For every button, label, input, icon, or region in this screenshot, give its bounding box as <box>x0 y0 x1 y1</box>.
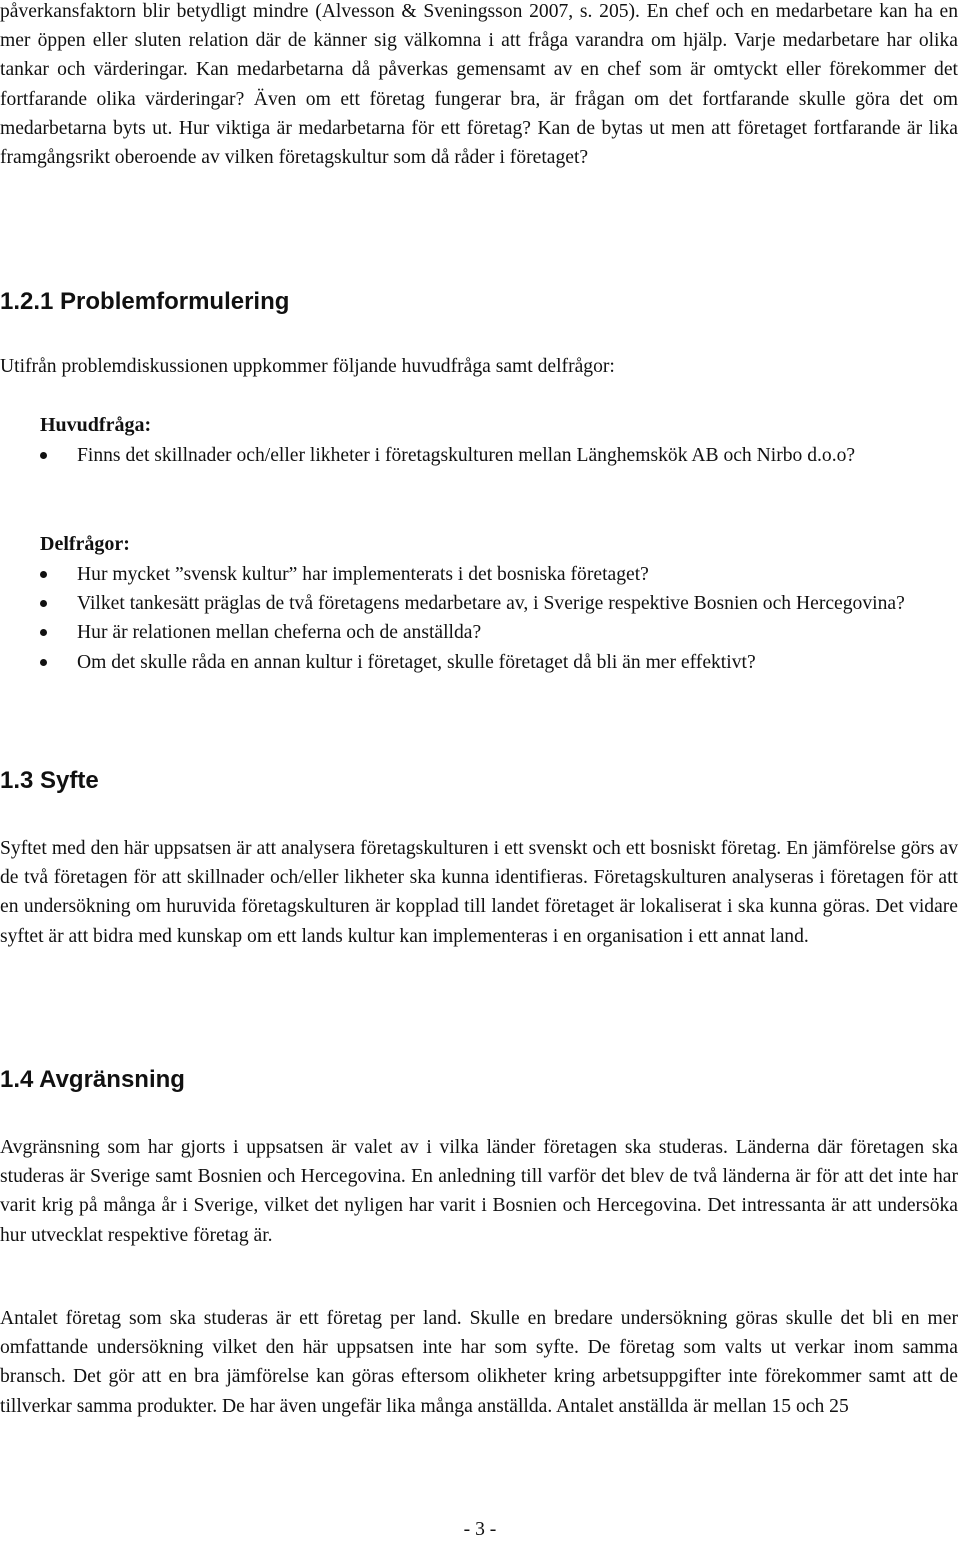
sub-question-item <box>40 589 958 618</box>
purpose-paragraph: Syftet med den här uppsatsen är att analysera företagskulturen i ett svenskt och ett bosniskt företag. En jämförelse görs av de två företagen för att skillnader och/eller likheter ska kunna identifieras. Företagskulturen analyseras i företagen för att en undersökning om huruvida företagskulturen är kopplad till landet företaget är lokaliserat i ska kunna göras. Det vidare syftet är att bidra med kunskap om ett lands kultur kan implementeras i en organisation i ett annat land. <box>0 838 958 947</box>
sub-question-text: Hur mycket ”svensk kultur” har implementerats i det bosniska företaget? <box>77 564 649 585</box>
page-number: - 3 - <box>463 1519 497 1540</box>
main-question-label: Huvudfråga: <box>40 414 152 436</box>
sub-questions-label: Delfrågor: <box>40 533 130 555</box>
main-question-list <box>40 441 958 470</box>
sub-question-item <box>40 560 958 589</box>
bullet-icon <box>40 600 47 607</box>
bullet-icon <box>40 571 47 578</box>
purpose-heading: 1.3 Syfte <box>0 767 99 794</box>
main-question-text: Finns det skillnader och/eller likheter i företagskulturen mellan Länghemskök AB och Nirbo d.o.o? <box>77 445 856 466</box>
scope-paragraph-2: Antalet företag som ska studeras är ett företag per land. Skulle en bredare undersökning göras skulle det bli en mer omfattande undersökning vilket den här uppsatsen inte har som syfte. De företag som valts ut verkar inom samma bransch. Det gör att en bra jämförelse kan göras eftersom olikheter kring arbetsuppgifter inte förekommer samt att de tillverkar samma produkter. De har även ungefär lika många anställda. Antalet anställda är mellan 15 och 25 <box>0 1308 958 1417</box>
scope-heading: 1.4 Avgränsning <box>0 1066 185 1093</box>
scope-paragraph-1: Avgränsning som har gjorts i uppsatsen är valet av i vilka länder företagen ska studeras. Länderna där företagen ska studeras är Sverige samt Bosnien och Hercegovina. En anledning till varför det blev de två länderna är för att det inte har varit krig på många år i Sverige, vilket det nyligen har varit i Bosnien och Hercegovina. Det intressanta är att undersöka hur utvecklat respektive företag är. <box>0 1137 958 1246</box>
sub-question-text: Om det skulle råda en annan kultur i företaget, skulle företaget då bli än mer effektivt? <box>77 651 756 673</box>
sub-question-item <box>40 648 958 677</box>
sub-question-list <box>40 560 958 677</box>
sub-question-text: Vilket tankesätt präglas de två företagens medarbetare av, i Sverige respektive Bosnien och Hercegovina? <box>77 593 905 615</box>
main-question-item <box>40 441 958 470</box>
bullet-icon <box>40 452 47 459</box>
bullet-icon <box>40 629 47 636</box>
problem-lead-paragraph: Utifrån problemdiskussionen uppkommer följande huvudfråga samt delfrågor: <box>0 356 615 377</box>
sub-question-item <box>40 618 958 647</box>
sub-question-text: Hur är relationen mellan cheferna och de anställda? <box>77 622 482 644</box>
problem-heading: 1.2.1 Problemformulering <box>0 288 290 315</box>
intro-paragraph: påverkansfaktorn blir betydligt mindre (Alvesson & Sveningsson 2007, s. 205). En chef och en medarbetare kan ha en mer öppen eller sluten relation där de känner sig välkomna i att fråga varandra om hjälp. Varje medarbetare har olika tankar och värderingar. Kan medarbetarna då påverkas gemensamt av en chef som är omtyckt eller förekommer det fortfarande olika värderingar? Även om ett företag fungerar bra, är frågan om det fortfarande skulle göra det om medarbetarna byts ut. Hur viktiga är medarbetarna för ett företag? Kan de bytas ut men att företaget fortfarande är lika framgångsrikt oberoende av vilken företagskultur som då råder i företaget? <box>0 1 958 169</box>
bullet-icon <box>40 659 47 666</box>
